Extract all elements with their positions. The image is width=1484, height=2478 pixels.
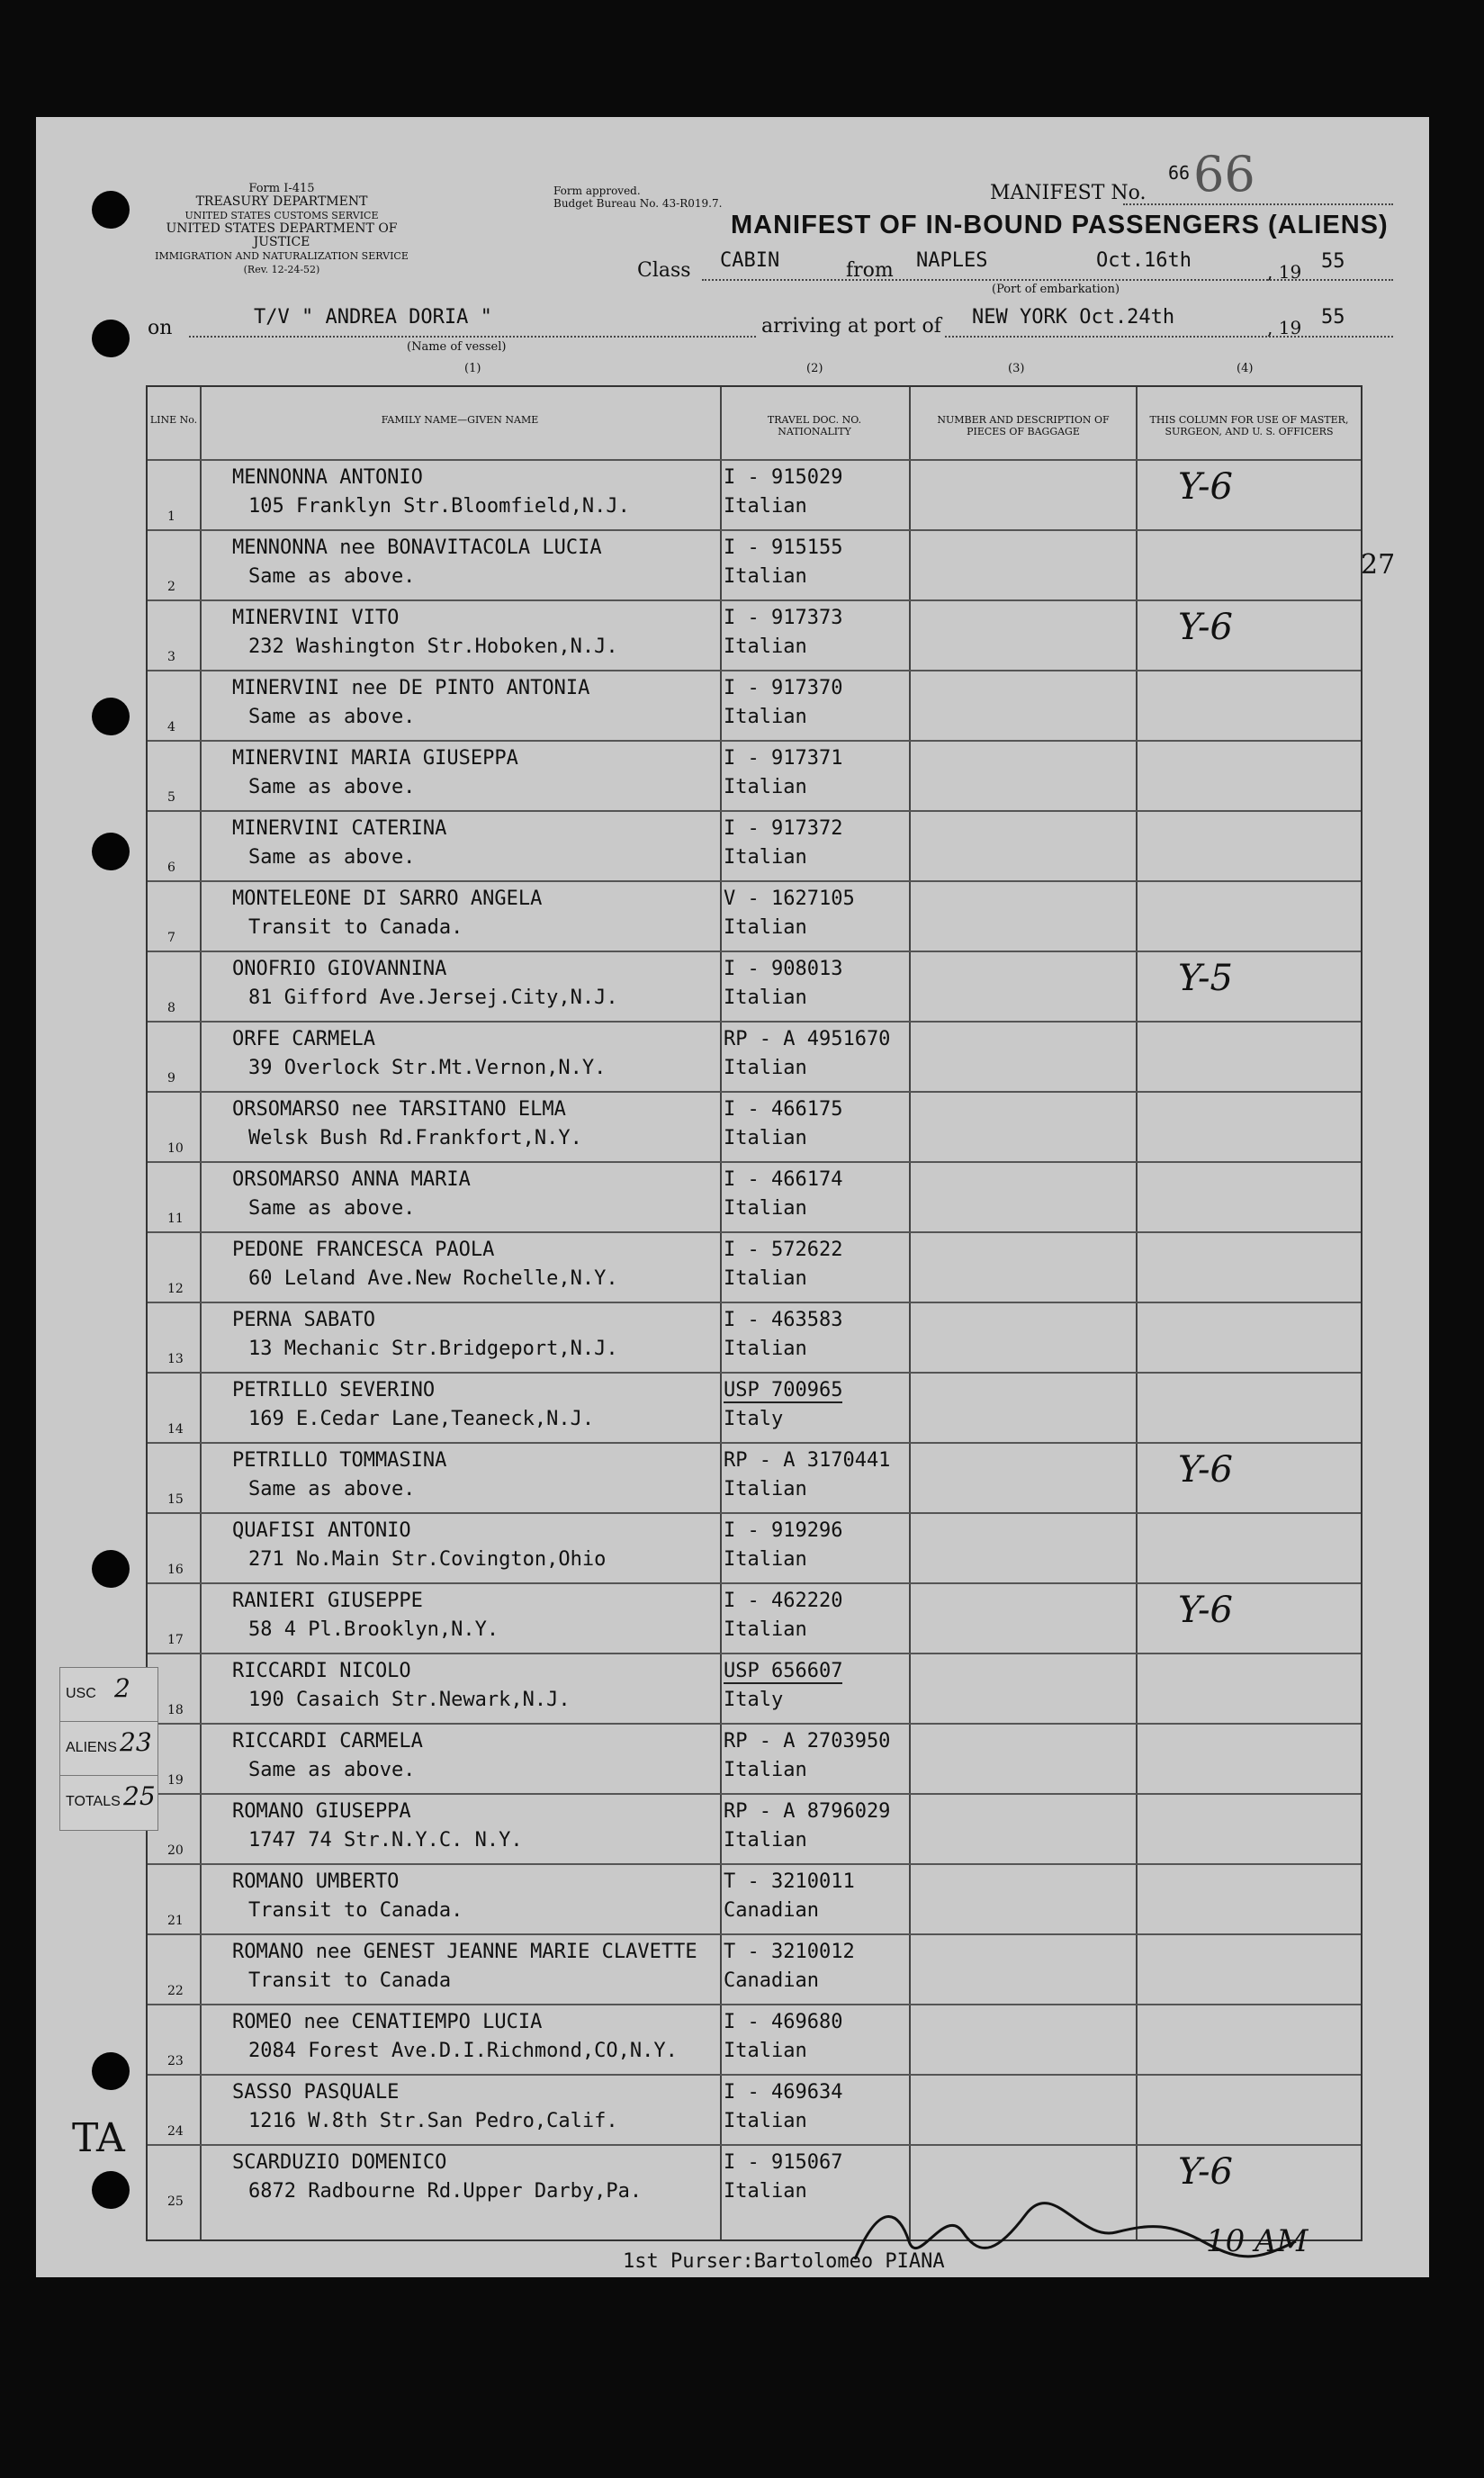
punch-hole (92, 833, 130, 870)
passenger-address: 6872 Radbourne Rd.Upper Darby,Pa. (248, 2180, 643, 2203)
table-row (148, 880, 1361, 952)
passenger-name: ORSOMARSO ANNA MARIA (232, 1168, 471, 1191)
line-number: 21 (167, 1914, 184, 1928)
passenger-address: 1216 W.8th Str.San Pedro,Calif. (248, 2110, 618, 2132)
stamp-aliens-value: 23 (120, 1727, 152, 1757)
class-label: Class (637, 259, 691, 282)
passenger-address: 58 4 Pl.Brooklyn,N.Y. (248, 1618, 499, 1641)
officer-mark: Y-6 (1178, 1590, 1233, 1631)
line-number: 8 (167, 1001, 175, 1015)
on-label: on (148, 317, 173, 339)
customs-service: UNITED STATES CUSTOMS SERVICE (184, 210, 379, 221)
passenger-name: ROMEO nee CENATIEMPO LUCIA (232, 2011, 543, 2033)
passenger-address: Transit to Canada. (248, 1899, 463, 1922)
passenger-name: ROMANO GIUSEPPA (232, 1800, 411, 1823)
line-number: 15 (167, 1492, 184, 1507)
stamp-totals-value: 25 (123, 1781, 156, 1811)
line-number: 23 (167, 2054, 184, 2068)
nationality: Italian (724, 846, 807, 869)
stamp-totals-label: TOTALS (66, 1794, 121, 1809)
passenger-name: PETRILLO TOMMASINA (232, 1449, 447, 1472)
line-number: 3 (167, 650, 175, 664)
punch-hole (92, 2052, 130, 2090)
table-row (148, 740, 1361, 812)
line-number: 14 (167, 1422, 184, 1437)
table-row (148, 951, 1361, 1023)
nationality: Italian (724, 1267, 807, 1290)
table-row (148, 1161, 1361, 1233)
table-row (148, 2074, 1361, 2146)
manifest-number-stamp: 66 (1193, 146, 1255, 203)
travel-doc-number: T - 3210011 (724, 1870, 855, 1893)
nationality: Italian (724, 1548, 807, 1571)
line-number: 20 (167, 1843, 184, 1858)
passenger-name: RICCARDI CARMELA (232, 1730, 423, 1753)
line-number: 24 (167, 2124, 184, 2139)
passenger-address: Same as above. (248, 846, 416, 869)
passenger-name: ROMANO nee GENEST JEANNE MARIE CLAVETTE (232, 1941, 697, 1963)
nationality: Italian (724, 1338, 807, 1360)
year-value-2: 55 (1321, 306, 1345, 329)
header-family-name: FAMILY NAME—GIVEN NAME (381, 414, 539, 426)
travel-doc-number: RP - A 4951670 (724, 1028, 891, 1050)
passenger-address: Same as above. (248, 776, 416, 798)
manifest-number-typed: 66 (1168, 162, 1191, 184)
passenger-name: SCARDUZIO DOMENICO (232, 2151, 447, 2174)
table-row (148, 1723, 1361, 1795)
travel-doc-number: I - 466175 (724, 1098, 843, 1121)
passenger-table (146, 385, 1363, 2241)
nationality: Italian (724, 2040, 807, 2062)
passenger-address: 81 Gifford Ave.Jersej.City,N.J. (248, 987, 618, 1009)
line-number: 19 (167, 1773, 184, 1788)
passenger-name: PERNA SABATO (232, 1309, 375, 1331)
header-baggage: NUMBER AND DESCRIPTION OF PIECES OF BAGGAGE (937, 414, 1110, 437)
line-number: 4 (167, 720, 175, 734)
table-row (148, 1512, 1361, 1584)
from-label: from (846, 259, 894, 282)
justice-dept: UNITED STATES DEPARTMENT OF JUSTICE (166, 221, 398, 249)
nationality: Italian (724, 565, 807, 588)
year-value-1: 55 (1321, 250, 1345, 273)
nationality: Italian (724, 1829, 807, 1852)
table-row (148, 670, 1361, 742)
nationality: Italy (724, 1408, 784, 1430)
travel-doc-number: RP - A 3170441 (724, 1449, 891, 1472)
line-number: 22 (167, 1984, 184, 1998)
passenger-address: Same as above. (248, 706, 416, 728)
passenger-name: RICCARDI NICOLO (232, 1660, 411, 1682)
table-row (148, 529, 1361, 601)
passenger-address: 13 Mechanic Str.Bridgeport,N.J. (248, 1338, 618, 1360)
officer-mark: Y-6 (1178, 2151, 1233, 2193)
year-prefix-2: , 19 (1267, 317, 1302, 338)
port-embark-note: (Port of embarkation) (992, 283, 1120, 296)
table-row (148, 1653, 1361, 1725)
passenger-address: 105 Franklyn Str.Bloomfield,N.J. (248, 495, 630, 518)
passenger-address: Welsk Bush Rd.Frankfort,N.Y. (248, 1127, 582, 1149)
punch-hole (92, 320, 130, 357)
stamp-usc-label: USC (66, 1686, 96, 1701)
officer-mark: Y-6 (1178, 607, 1233, 648)
passenger-address: 271 No.Main Str.Covington,Ohio (248, 1548, 607, 1571)
travel-doc-number: I - 915067 (724, 2151, 843, 2174)
travel-doc-number: I - 462220 (724, 1590, 843, 1612)
col-num-2: (2) (806, 362, 823, 375)
treasury-dept: TREASURY DEPARTMENT (195, 194, 368, 209)
travel-doc-number: I - 915155 (724, 536, 843, 559)
travel-doc-number: I - 919296 (724, 1519, 843, 1542)
ins-service: IMMIGRATION AND NATURALIZATION SERVICE (155, 250, 409, 262)
header-officers: THIS COLUMN FOR USE OF MASTER, SURGEON, AND U. S. OFFICERS (1149, 414, 1349, 437)
table-row (148, 810, 1361, 882)
passenger-address: 39 Overlock Str.Mt.Vernon,N.Y. (248, 1057, 607, 1079)
passenger-address: Same as above. (248, 1759, 416, 1781)
travel-doc-number: I - 466174 (724, 1168, 843, 1191)
margin-note-ta: TA (72, 2115, 125, 2161)
line-number: 13 (167, 1352, 184, 1366)
form-approval (553, 185, 722, 210)
passenger-address: 169 E.Cedar Lane,Teaneck,N.J. (248, 1408, 595, 1430)
line-number: 18 (167, 1703, 184, 1717)
travel-doc-number: I - 463583 (724, 1309, 843, 1331)
totals-stamp (59, 1775, 158, 1831)
travel-doc-number: I - 917373 (724, 607, 843, 629)
table-row (148, 599, 1361, 671)
manifest-label: MANIFEST No. (990, 182, 1147, 204)
manifest-dots (1123, 203, 1393, 205)
travel-doc-number: I - 917372 (724, 817, 843, 840)
line-number: 12 (167, 1282, 184, 1296)
arrival-port: NEW YORK Oct.24th (972, 306, 1175, 329)
table-row (148, 459, 1361, 531)
travel-doc-number: USP 656607 (724, 1660, 843, 1682)
line-number: 7 (167, 931, 175, 945)
table-row (148, 1231, 1361, 1303)
nationality: Canadian (724, 1899, 819, 1922)
nationality: Italian (724, 987, 807, 1009)
budget-bureau: Budget Bureau No. 43-R019.7. (553, 197, 723, 210)
passenger-address: Transit to Canada. (248, 916, 463, 939)
travel-doc-number: I - 469634 (724, 2081, 843, 2104)
nationality: Italian (724, 1478, 807, 1500)
passenger-address: 2084 Forest Ave.D.I.Richmond,CO,N.Y. (248, 2040, 678, 2062)
travel-doc-number: I - 917370 (724, 677, 843, 699)
table-row (148, 1442, 1361, 1514)
travel-doc-number: I - 917371 (724, 747, 843, 770)
table-row (148, 1021, 1361, 1093)
passenger-name: RANIERI GIUSEPPE (232, 1590, 423, 1612)
nationality: Italian (724, 1197, 807, 1220)
nationality: Italian (724, 2110, 807, 2132)
vessel-note: (Name of vessel) (407, 340, 507, 354)
travel-doc-number: T - 3210012 (724, 1941, 855, 1963)
time-note: 10 AM (1206, 2223, 1309, 2259)
nationality: Italian (724, 2180, 807, 2203)
passenger-name: QUAFISI ANTONIO (232, 1519, 411, 1542)
table-row (148, 2004, 1361, 2076)
signature-scribble (846, 2178, 1314, 2277)
nationality: Canadian (724, 1969, 819, 1992)
line-number: 10 (167, 1141, 184, 1156)
passenger-address: 1747 74 Str.N.Y.C. N.Y. (248, 1829, 523, 1852)
punch-hole (92, 698, 130, 735)
passenger-name: MINERVINI CATERINA (232, 817, 447, 840)
table-row (148, 1793, 1361, 1865)
line-number: 2 (167, 580, 175, 594)
col-num-4: (4) (1237, 362, 1254, 375)
travel-doc-number: USP 700965 (724, 1379, 843, 1401)
purser-line: 1st Purser:Bartolomeo PIANA (623, 2250, 945, 2273)
travel-doc-number: RP - A 2703950 (724, 1730, 891, 1753)
nationality: Italy (724, 1689, 784, 1711)
header-line-no: LINE No. (149, 414, 198, 426)
nationality: Italian (724, 776, 807, 798)
passenger-name: ROMANO UMBERTO (232, 1870, 400, 1893)
vessel-name: T/V " ANDREA DORIA " (254, 306, 492, 329)
passenger-name: MINERVINI nee DE PINTO ANTONIA (232, 677, 590, 699)
departure-date: Oct.16th (1096, 249, 1192, 272)
passenger-name: MENNONNA ANTONIO (232, 466, 423, 489)
passenger-name: PEDONE FRANCESCA PAOLA (232, 1239, 495, 1261)
form-number: Form I-415 (248, 182, 315, 195)
travel-doc-number: I - 915029 (724, 466, 843, 489)
passenger-name: PETRILLO SEVERINO (232, 1379, 436, 1401)
usc-stamp (59, 1667, 158, 1723)
passenger-name: ONOFRIO GIOVANNINA (232, 958, 447, 980)
passenger-name: SASSO PASQUALE (232, 2081, 400, 2104)
passenger-name: MINERVINI VITO (232, 607, 400, 629)
passenger-name: ORFE CARMELA (232, 1028, 375, 1050)
nationality: Italian (724, 1127, 807, 1149)
line-number: 1 (167, 509, 175, 524)
aliens-stamp (59, 1721, 158, 1777)
passenger-address: Same as above. (248, 565, 416, 588)
travel-doc-number: I - 572622 (724, 1239, 843, 1261)
line-number: 25 (167, 2194, 184, 2209)
passenger-name: MENNONNA nee BONAVITACOLA LUCIA (232, 536, 602, 559)
arrival-dots (945, 336, 1393, 338)
table-row (148, 1091, 1361, 1163)
table-row (148, 1863, 1361, 1935)
travel-doc-number: RP - A 8796029 (724, 1800, 891, 1823)
table-row (148, 1582, 1361, 1654)
class-dots (702, 279, 1393, 281)
col-num-3: (3) (1008, 362, 1025, 375)
passenger-address: Same as above. (248, 1478, 416, 1500)
col-num-1: (1) (464, 362, 481, 375)
line-number: 16 (167, 1563, 184, 1577)
form-approved: Form approved. (553, 185, 641, 197)
line-number: 11 (167, 1212, 184, 1226)
officer-mark: Y-5 (1178, 958, 1233, 999)
stamp-aliens-label: ALIENS (66, 1740, 117, 1755)
class-value: CABIN (720, 249, 780, 272)
line-number: 6 (167, 861, 175, 875)
nationality: Italian (724, 1618, 807, 1641)
line-number: 5 (167, 790, 175, 805)
vessel-dots (189, 336, 756, 338)
form-header-left (142, 182, 421, 276)
punch-hole (92, 1550, 130, 1588)
nationality: Italian (724, 706, 807, 728)
arriving-label: arriving at port of (761, 315, 941, 338)
nationality: Italian (724, 916, 807, 939)
travel-doc-number: I - 469680 (724, 2011, 843, 2033)
line-number: 17 (167, 1633, 184, 1647)
travel-doc-number: V - 1627105 (724, 888, 855, 910)
from-value: NAPLES (916, 249, 988, 272)
nationality: Italian (724, 495, 807, 518)
travel-doc-number: I - 908013 (724, 958, 843, 980)
table-row (148, 1372, 1361, 1444)
page-title: MANIFEST OF IN-BOUND PASSENGERS (ALIENS) (731, 211, 1389, 239)
punch-hole (92, 2171, 130, 2209)
officer-mark: Y-6 (1178, 1449, 1233, 1491)
passenger-address: 60 Leland Ave.New Rochelle,N.Y. (248, 1267, 618, 1290)
nationality: Italian (724, 1759, 807, 1781)
passenger-name: MONTELEONE DI SARRO ANGELA (232, 888, 543, 910)
stamp-usc-value: 2 (114, 1673, 130, 1703)
punch-hole (92, 191, 130, 229)
year-prefix-1: , 19 (1267, 261, 1302, 283)
passenger-address: 232 Washington Str.Hoboken,N.J. (248, 635, 618, 658)
header-travel-doc: TRAVEL DOC. NO. NATIONALITY (767, 414, 862, 437)
officer-mark: Y-6 (1178, 466, 1233, 508)
passenger-address: Same as above. (248, 1197, 416, 1220)
side-number: 27 (1361, 549, 1396, 581)
passenger-name: MINERVINI MARIA GIUSEPPA (232, 747, 518, 770)
passenger-address: Transit to Canada (248, 1969, 452, 1992)
nationality: Italian (724, 635, 807, 658)
passenger-name: ORSOMARSO nee TARSITANO ELMA (232, 1098, 566, 1121)
table-row (148, 1302, 1361, 1374)
nationality: Italian (724, 1057, 807, 1079)
passenger-address: 190 Casaich Str.Newark,N.J. (248, 1689, 571, 1711)
table-row (148, 1933, 1361, 2005)
line-number: 9 (167, 1071, 175, 1086)
revision: (Rev. 12-24-52) (243, 264, 320, 275)
